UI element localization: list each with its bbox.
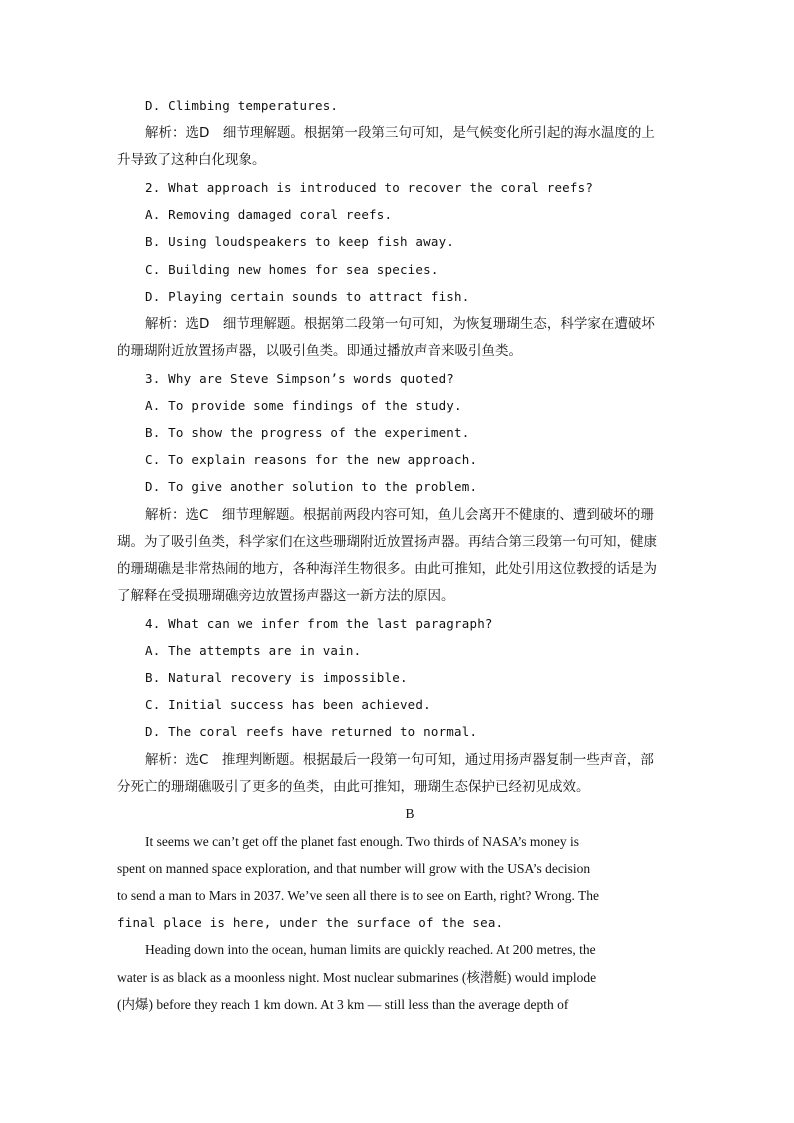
q4-option-a: A. The attempts are in vain. — [145, 643, 362, 658]
q1-analysis-line-1: 解析：选D 细节理解题。根据第一段第三句可知，是气候变化所引起的海水温度的上 — [145, 125, 655, 141]
q1-analysis-line-2: 升导致了这种白化现象。 — [117, 152, 266, 168]
q4-question: 4. What can we infer from the last paragraph? — [145, 616, 493, 631]
passage-b-p1-line-3: to send a man to Mars in 2037. We’ve seen all there is to see on Earth, right? Wrong. The — [117, 888, 599, 903]
passage-b-p1-line-1: It seems we can’t get off the planet fast enough. Two thirds of NASA’s money is — [145, 834, 579, 849]
q4-analysis-line-2: 分死亡的珊瑚礁吸引了更多的鱼类，由此可推知，珊瑚生态保护已经初见成效。 — [117, 779, 590, 795]
q2-analysis-line-1: 解析：选D 细节理解题。根据第二段第一句可知，为恢复珊瑚生态，科学家在遭破坏 — [145, 316, 655, 332]
q3-analysis-line-4: 了解释在受损珊瑚礁旁边放置扬声器这一新方法的原因。 — [117, 588, 455, 604]
q2-option-b: B. Using loudspeakers to keep fish away. — [145, 234, 455, 249]
passage-b-p1-line-2: spent on manned space exploration, and that number will grow with the USA’s decision — [117, 861, 591, 876]
q1-option-d: D. Climbing temperatures. — [145, 98, 339, 113]
passage-b-p1-line-4: final place is here, under the surface of the sea. — [117, 915, 504, 930]
q4-option-b: B. Natural recovery is impossible. — [145, 670, 408, 685]
q3-option-b: B. To show the progress of the experiment. — [145, 425, 470, 440]
q2-option-c: C. Building new homes for sea species. — [145, 262, 439, 277]
q3-analysis-line-2: 瑚。为了吸引鱼类，科学家们在这些珊瑚附近放置扬声器。再结合第三段第一句可知，健康 — [117, 534, 657, 550]
q3-question: 3. Why are Steve Simpson’s words quoted? — [145, 371, 455, 386]
passage-b-p2-line-3: (内爆) before they reach 1 km down. At 3 km — still less than the average depth of — [117, 997, 569, 1012]
q4-option-c: C. Initial success has been achieved. — [145, 697, 431, 712]
q3-analysis-line-1: 解析：选C 细节理解题。根据前两段内容可知，鱼儿会离开不健康的、遭到破坏的珊 — [145, 507, 654, 523]
q3-option-d: D. To give another solution to the problem. — [145, 479, 478, 494]
passage-b-p2-line-1: Heading down into the ocean, human limits are quickly reached. At 200 metres, the — [145, 942, 596, 957]
q2-question: 2. What approach is introduced to recover the coral reefs? — [145, 180, 594, 195]
section-b-heading: B — [405, 806, 415, 821]
q3-option-c: C. To explain reasons for the new approach. — [145, 452, 478, 467]
q2-option-d: D. Playing certain sounds to attract fish. — [145, 289, 470, 304]
passage-b-p2-line-2: water is as black as a moonless night. Most nuclear submarines (核潜艇) would implode — [117, 970, 597, 985]
q4-option-d: D. The coral reefs have returned to normal. — [145, 724, 478, 739]
q3-analysis-line-3: 的珊瑚礁是非常热闹的地方，各种海洋生物很多。由此可推知，此处引用这位教授的话是为 — [117, 561, 657, 577]
q4-analysis-line-1: 解析：选C 推理判断题。根据最后一段第一句可知，通过用扬声器复制一些声音，部 — [145, 752, 654, 768]
q2-option-a: A. Removing damaged coral reefs. — [145, 207, 393, 222]
q2-analysis-line-2: 的珊瑚附近放置扬声器，以吸引鱼类。即通过播放声音来吸引鱼类。 — [117, 343, 522, 359]
q3-option-a: A. To provide some findings of the study. — [145, 398, 462, 413]
